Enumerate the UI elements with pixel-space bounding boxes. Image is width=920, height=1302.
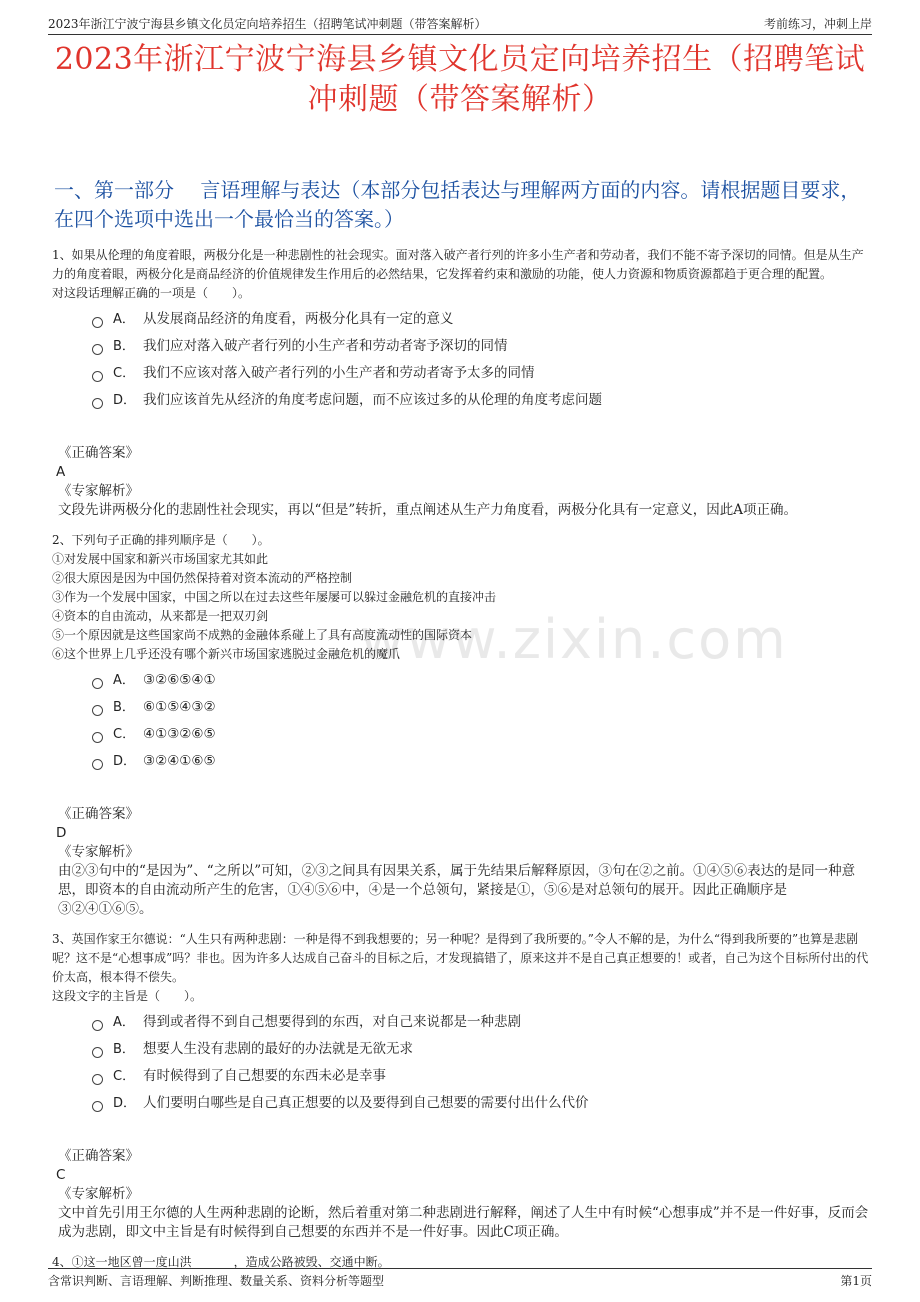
sentence-6: ⑥这个世界上几乎还没有哪个新兴市场国家逃脱过金融危机的魔爪 [52, 647, 401, 661]
radio-icon[interactable] [92, 398, 103, 409]
header-slogan: 考前练习，冲刺上岸 [763, 17, 872, 31]
option-letter: C． [113, 1069, 136, 1084]
option-d[interactable] [52, 1090, 870, 1117]
option-list [52, 306, 870, 414]
option-letter: B． [113, 339, 135, 354]
option-letter: B． [113, 700, 135, 715]
question-stem: 3、英国作家王尔德说：“人生只有两种悲剧：一种是得不到我想要的；另一种呢？是得到了我所要的。”令人不解的是，为什么“得到我所要的”也算是悲剧呢？这不是“心想事成”吗？非也。因为许多人达成自己奋斗的目标之后，才发现搞错了，原来这并不是自己真正想要的！或者，自己为这个目标所付出的代价太高，根本得不偿失。 [52, 932, 869, 984]
explanation-text: 由②③句中的“是因为”、“之所以”可知，②③之间具有因果关系，属于先结果后解释原因，③句在②之前。①④⑤⑥表达的是同一种意思，即资本的自由流动所产生的危害，①④⑤⑥中，④是一个总领句，紧接是①，⑤⑥是对总领句的展开。因此正确顺序是③②④①⑥⑤。 [58, 863, 856, 917]
option-text: 得到或者得不到自己想要得到的东西，对自己来说都是一种悲剧 [143, 1014, 521, 1030]
option-letter: A． [113, 673, 135, 688]
option-c[interactable] [52, 1063, 870, 1090]
answer-heading: 《正确答案》 [58, 1148, 139, 1164]
radio-icon[interactable] [92, 1020, 103, 1031]
option-text: ④①③②⑥⑤ [143, 726, 216, 742]
radio-icon[interactable] [92, 759, 103, 770]
radio-icon[interactable] [92, 1047, 103, 1058]
option-d[interactable] [52, 748, 870, 775]
radio-icon[interactable] [92, 705, 103, 716]
option-text: 有时候得到了自己想要的东西未必是幸事 [143, 1068, 386, 1084]
sentence-4: ④资本的自由流动，从来都是一把双刃剑 [52, 609, 269, 623]
radio-icon[interactable] [92, 371, 103, 382]
page-footer [48, 1268, 872, 1294]
question-list [52, 246, 870, 1272]
answer-value: A [56, 464, 66, 480]
option-b[interactable] [52, 333, 870, 360]
footer-topics: 含常识判断、言语理解、判断推理、数量关系、资料分析等题型 [48, 1274, 385, 1288]
option-text: ③②④①⑥⑤ [143, 753, 216, 769]
option-letter: C． [113, 727, 136, 742]
option-letter: D． [113, 393, 137, 408]
radio-icon[interactable] [92, 1074, 103, 1085]
option-text: ⑥①⑤④③② [143, 699, 216, 715]
watermark: www.zixin.com [360, 608, 788, 671]
answer-value: D [56, 825, 67, 841]
option-text: 想要人生没有悲剧的最好的办法就是无欲无求 [143, 1041, 413, 1057]
option-text: 人们要明白哪些是自己真正想要的以及要得到自己想要的需要付出什么代价 [143, 1095, 589, 1111]
page-header [48, 10, 872, 35]
question-3 [52, 930, 870, 1242]
radio-icon[interactable] [92, 732, 103, 743]
question-prompt: 对这段话理解正确的一项是（ ）。 [52, 286, 251, 300]
option-d[interactable] [52, 387, 870, 414]
radio-icon[interactable] [92, 678, 103, 689]
option-letter: A． [113, 312, 135, 327]
option-b[interactable] [52, 1036, 870, 1063]
option-letter: D． [113, 754, 137, 769]
option-a[interactable] [52, 306, 870, 333]
option-text: 我们应对落入破产者行列的小生产者和劳动者寄予深切的同情 [143, 338, 508, 354]
question-stem: 4、①这一地区曾一度山洪_______，造成公路被毁、交通中断。 [52, 1255, 390, 1269]
option-a[interactable] [52, 667, 870, 694]
option-letter: A． [113, 1015, 135, 1030]
radio-icon[interactable] [92, 344, 103, 355]
page-title: 2023年浙江宁波宁海县乡镇文化员定向培养招生（招聘笔试冲刺题（带答案解析） [54, 42, 866, 117]
page-number: 第1页 [840, 1274, 872, 1288]
sentence-2: ②很大原因是因为中国仍然保持着对资本流动的严格控制 [52, 571, 353, 585]
option-text: ③②⑥⑤④① [143, 672, 216, 688]
option-text: 从发展商品经济的角度看，两极分化具有一定的意义 [143, 311, 454, 327]
explanation-heading: 《专家解析》 [58, 483, 139, 499]
explanation-heading: 《专家解析》 [58, 844, 139, 860]
option-list [52, 667, 870, 775]
question-stem: 2、下列句子正确的排列顺序是（ ）。 [52, 533, 270, 547]
question-2 [52, 531, 870, 919]
option-c[interactable] [52, 360, 870, 387]
question-prompt: 这段文字的主旨是（ ）。 [52, 989, 203, 1003]
sentence-3: ③作为一个发展中国家，中国之所以在过去这些年屡屡可以躲过金融危机的直接冲击 [52, 590, 497, 604]
answer-heading: 《正确答案》 [58, 806, 139, 822]
option-text: 我们应该首先从经济的角度考虑问题，而不应该过多的从伦理的角度考虑问题 [143, 392, 602, 408]
sentence-5: ⑤一个原因就是这些国家尚不成熟的金融体系碰上了具有高度流动性的国际资本 [52, 628, 473, 642]
answer-value: C [56, 1167, 66, 1183]
explanation-heading: 《专家解析》 [58, 1186, 139, 1202]
question-1 [52, 246, 870, 520]
option-letter: B． [113, 1042, 135, 1057]
option-c[interactable] [52, 721, 870, 748]
option-list [52, 1009, 870, 1117]
question-stem: 1、如果从伦理的角度着眼，两极分化是一种悲剧性的社会现实。面对落入破产者行列的许多小生产者和劳动者，我们不能不寄予深切的同情。但是从生产力的角度着眼，两极分化是商品经济的价值规律发生作用后的必然结果，它发挥着约束和激励的功能，使人力资源和物质资源都趋于更合理的配置。 [52, 248, 864, 281]
answer-heading: 《正确答案》 [58, 445, 139, 461]
option-letter: C． [113, 366, 136, 381]
radio-icon[interactable] [92, 1101, 103, 1112]
radio-icon[interactable] [92, 317, 103, 328]
header-doc-title: 2023年浙江宁波宁海县乡镇文化员定向培养招生（招聘笔试冲刺题（带答案解析） [48, 17, 487, 31]
option-text: 我们不应该对落入破产者行列的小生产者和劳动者寄予太多的同情 [143, 365, 535, 381]
explanation-text: 文中首先引用王尔德的人生两种悲剧的论断，然后着重对第二种悲剧进行解释，阐述了人生中有时候“心想事成”并不是一件好事，反而会成为悲剧，即文中主旨是有时候得到自己想要的东西并不是一件好事。因此C项正确。 [58, 1205, 869, 1240]
option-a[interactable] [52, 1009, 870, 1036]
sentence-1: ①对发展中国家和新兴市场国家尤其如此 [52, 552, 269, 566]
explanation-text: 文段先讲两极分化的悲剧性社会现实，再以“但是”转折，重点阐述从生产力角度看，两极分化具有一定意义，因此A项正确。 [58, 502, 798, 518]
option-letter: D． [113, 1096, 137, 1111]
option-b[interactable] [52, 694, 870, 721]
section-heading: 一、第一部分 言语理解与表达（本部分包括表达与理解两方面的内容。请根据题目要求，在四个选项中选出一个最恰当的答案。） [54, 178, 861, 231]
